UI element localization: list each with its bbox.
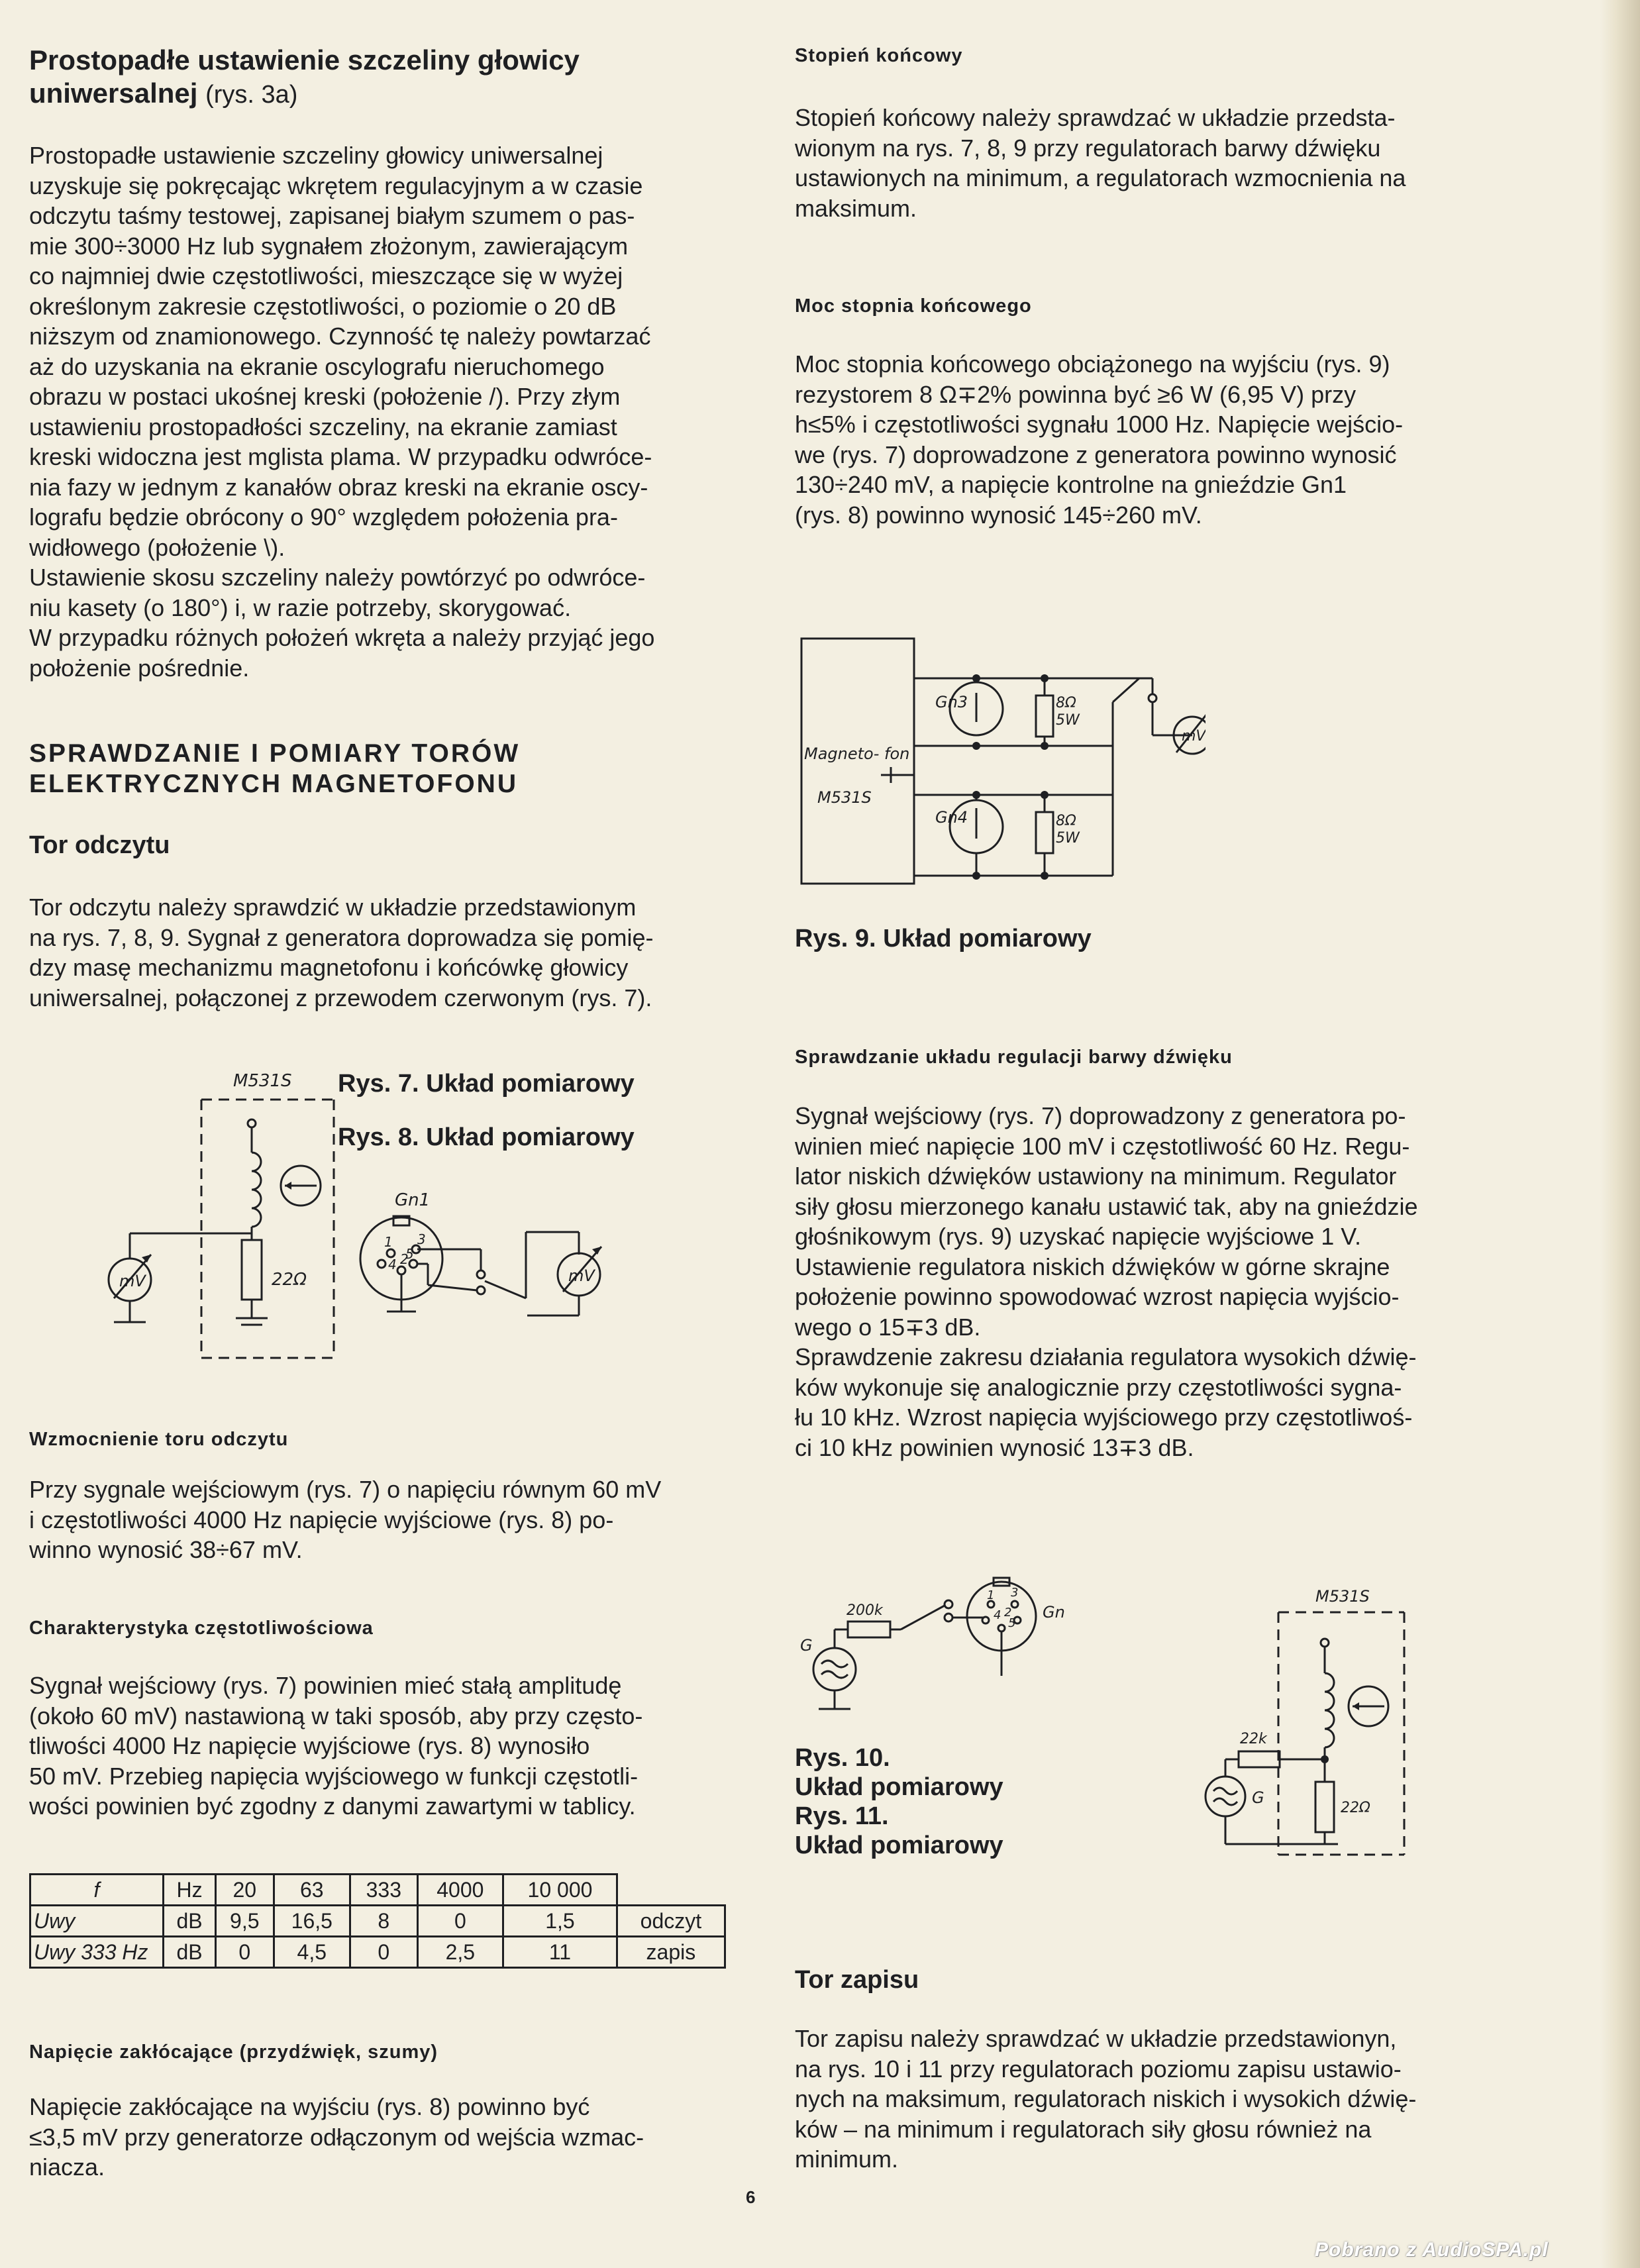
table-cell: odczyt [617,1906,725,1937]
section-title: Wzmocnienie toru odczytu [29,1429,289,1450]
pin-5: 5 [1008,1616,1016,1630]
text-line: ustawionych na minimum, a regulatorach wzmocnienia na [795,164,1406,191]
paragraph-power [795,349,1504,530]
meter-label: mV [568,1266,595,1285]
text-line: Ustawienie regulatora niskich dźwięków w górne skrajne [795,1253,1390,1280]
pin-5: 5 [405,1246,414,1262]
section-title: Charakterystyka częstotliwościowa [29,1618,374,1639]
figure-10-diagram [795,1563,1126,1729]
table-cell: dB [164,1937,216,1968]
table-cell: f [30,1875,164,1906]
text-line: niu kasety (o 180°) i, w razie potrzeby, skorygować. [29,593,572,621]
table-cell: 9,5 [216,1906,274,1937]
section-heading-electrical [29,739,731,799]
resistor-label: 22k [1240,1731,1267,1747]
section-title-gain [29,1427,288,1451]
text-line: Stopień końcowy należy sprawdzać w układzie przedsta- [795,104,1396,131]
fig10-caption-text: Układ pomiarowy [795,1773,1003,1801]
text-line: Sygnał wejściowy (rys. 7) doprowadzony z generatora po- [795,1102,1406,1129]
text-line: nia fazy w jednym z kanałów obraz kreski na ekranie oscy- [29,473,648,501]
device-label: M531S [1315,1587,1370,1606]
text-line: winien mieć napięcie 100 mV i częstotliwość 60 Hz. Regu- [795,1132,1410,1160]
text-line: ków – na minimum i regulatorach siły głosu również na [795,2115,1372,2143]
table-cell: 2,5 [417,1937,503,1968]
text-line: położenie pośrednie. [29,654,250,682]
table-cell: Hz [164,1875,216,1906]
table-row [30,1906,725,1937]
text-line: niacza. [29,2153,105,2181]
text-line: we (rys. 7) doprowadzone z generatora powinno wynosić [795,440,1397,468]
table-cell: 4,5 [274,1937,350,1968]
text-line: Prostopadłe ustawienie szczeliny głowicy uniwersalnej [29,142,603,169]
socket-label: Gn1 [395,1192,431,1210]
text-line: Sygnał wejściowy (rys. 7) powinien mieć stałą amplitudę [29,1672,622,1699]
section-title-power [795,294,1032,318]
text-line: minimum. [795,2145,899,2173]
text-line: ustawieniu prostopadłości szczeliny, na ekranie zamiast [29,413,617,440]
text-line: siły głosu mierzonego kanału ustawić tak, aby na gnieździe [795,1192,1418,1220]
power-label: 5W [1056,712,1080,729]
text-line: na rys. 10 i 11 przy regulatorach poziomu zapisu ustawio- [795,2055,1402,2083]
power-label: 5W [1056,830,1080,847]
table-cell: dB [164,1906,216,1937]
pin-4: 4 [994,1608,1001,1622]
text-line: wego o 15∓3 dB. [795,1313,981,1341]
socket-label: Gn [1043,1603,1065,1622]
paragraph-head-gap [29,140,731,683]
text-line: wości powinien być zgodny z danymi zawartymi w tablicy. [29,1792,636,1820]
text-line: określonym zakresie częstotliwości, o poziomie o 20 dB [29,292,617,320]
table-row [30,1875,725,1906]
table-cell: zapis [617,1937,725,1968]
pin-1: 1 [384,1234,393,1250]
subheading-write-path [795,1965,919,1995]
figure-9-diagram [795,629,1205,894]
table-cell: 11 [503,1937,617,1968]
figure-11-diagram [1186,1583,1424,1868]
table-cell: 0 [350,1937,418,1968]
fig8-caption: Rys. 8. Układ pomiarowy [338,1123,635,1151]
resistor-label: 8Ω [1056,695,1076,711]
table-cell: 1,5 [503,1906,617,1937]
text-line: na rys. 7, 8, 9. Sygnał z generatora doprowadza się pomię- [29,923,654,951]
text-line: Tor zapisu należy sprawdzać w układzie przedstawionyn, [795,2025,1397,2052]
text-line: głośnikowym (rys. 9) uzyskać napięcie wyjściowe 1 V. [795,1223,1361,1250]
pin-2: 2 [400,1251,409,1267]
page-number: 6 [746,2187,756,2207]
table-cell: 8 [350,1906,418,1937]
text-line: co najmniej dwie częstotliwości, mieszczące się w wyżej [29,262,623,289]
fig7-caption: Rys. 7. Układ pomiarowy [338,1070,635,1098]
text-line: W przypadku różnych położeń wkręta a należy przyjąć jego [29,624,655,651]
device-label: Magneto- fon [804,745,910,763]
pin-3: 3 [417,1231,426,1247]
text-line: kreski widoczna jest mglista plama. W przypadku odwróce- [29,443,652,470]
meter-label: mV [119,1272,146,1290]
paragraph-write-path [795,2024,1504,2175]
pin-2: 2 [1004,1606,1012,1620]
section-heading: SPRAWDZANIE I POMIARY TORÓW ELEKTRYCZNYCH MAGNETOFONU [29,739,521,798]
table-cell: 0 [417,1906,503,1937]
fig9-caption: Rys. 9. Układ pomiarowy [795,925,1092,953]
pin-1: 1 [987,1588,995,1602]
section-title-freq [29,1616,374,1640]
paragraph-freq [29,1671,731,1822]
text-line: (rys. 8) powinno wynosić 145÷260 mV. [795,501,1202,529]
text-line: winno wynosić 38÷67 mV. [29,1536,303,1563]
subheading: Tor odczytu [29,831,170,859]
text-line: dzy masę mechanizmu magnetofonu i końcówkę głowicy [29,954,629,981]
text-line: lografu będzie obrócony o 90° względem położenia pra- [29,503,618,531]
table-cell: Uwy [30,1906,164,1937]
text-line: mie 300÷3000 Hz lub sygnałem złożonym, zawierającym [29,232,629,260]
text-line: 130÷240 mV, a napięcie kontrolne na gnieździe Gn1 [795,471,1347,498]
text-line: położenie powinno spowodować wzrost napięcia wyjścio- [795,1283,1400,1310]
table-cell: 0 [216,1937,274,1968]
frequency-table [29,1873,726,1969]
table-cell: 63 [274,1875,350,1906]
text-line: widłowego (położenie \). [29,533,285,561]
section-title: Stopień końcowy [795,45,963,66]
text-line: (około 60 mV) nastawioną w taki sposób, aby przy często- [29,1702,643,1729]
text-line: Ustawienie skosu szczeliny należy powtórzyć po odwróce- [29,564,646,591]
figure-7-diagram [62,1066,347,1371]
fig10-11-captions [795,1743,1003,1860]
section-title: Napięcie zakłócające (przydźwięk, szumy) [29,2041,438,2063]
pin-3: 3 [1011,1586,1019,1600]
text-line: Sprawdzenie zakresu działania regulatora wysokich dźwię- [795,1343,1417,1370]
section-title-head-gap [29,44,731,111]
text-line: niższym od znamionowego. Czynność tę należy powtarzać [29,323,651,350]
text-line: lator niskich dźwięków ustawiony na minimum. Regulator [795,1162,1397,1190]
generator-label: G [800,1636,813,1655]
resistor-label: 8Ω [1056,813,1076,829]
figure-8-diagram [327,1192,619,1351]
device-model: M531S [817,788,872,807]
text-line: uniwersalnej, połączonej z przewodem czerwonym (rys. 7). [29,984,652,1011]
section-title: Moc stopnia końcowego [795,295,1032,317]
text-line: Tor odczytu należy sprawdzić w układzie przedstawionym [29,894,637,921]
section-title: Sprawdzanie układu regulacji barwy dźwięku [795,1047,1233,1068]
fig11-caption-number: Rys. 11. [795,1802,889,1830]
paragraph-output-stage [795,103,1504,223]
text-line: aż do uzyskania na ekranie oscylografu nieruchomego [29,352,605,380]
socket-label: Gn4 [935,808,968,827]
text-line: odczytu taśmy testowej, zapisanej białym szumem o pas- [29,202,635,229]
paragraph-tone [795,1101,1504,1463]
table-cell: 4000 [417,1875,503,1906]
text-line: Moc stopnia końcowego obciążonego na wyjściu (rys. 9) [795,350,1390,378]
table-cell: 20 [216,1875,274,1906]
figure-ref: (rys. 3a) [205,81,298,109]
resistor-label: 22Ω [272,1270,307,1290]
resistor-label: 22Ω [1341,1800,1370,1816]
text-line: 50 mV. Przebieg napięcia wyjściowego w funkcji częstotli- [29,1762,639,1790]
pin-4: 4 [388,1257,397,1272]
text-line: uzyskuje się pokręcając wkrętem regulacyjnym a w czasie [29,172,643,199]
subheading-read-path [29,830,170,860]
fig10-caption-number: Rys. 10. [795,1744,890,1772]
table-cell: 16,5 [274,1906,350,1937]
text-line: tliwości 4000 Hz napięcie wyjściowe (rys. 8) wynosiło [29,1732,590,1759]
generator-label: G [1252,1788,1264,1807]
text-line: Przy sygnale wejściowym (rys. 7) o napięciu równym 60 mV [29,1476,662,1503]
paragraph-gain [29,1474,731,1565]
table-cell: Uwy 333 Hz [30,1937,164,1968]
paragraph-read-path [29,892,731,1013]
text-line: h≤5% i częstotliwości sygnału 1000 Hz. Napięcie wejścio- [795,411,1404,438]
section-title-output-stage [795,44,962,68]
table-cell [617,1875,725,1906]
text-line: i częstotliwości 4000 Hz napięcie wyjściowe (rys. 8) po- [29,1506,614,1533]
table-row [30,1937,725,1968]
text-line: ków wykonuje się analogicznie przy częstotliwości sygna- [795,1373,1402,1401]
section-title-noise [29,2040,438,2064]
subheading: Tor zapisu [795,1966,919,1994]
socket-label: Gn3 [935,693,968,711]
device-label: M531S [233,1071,292,1091]
text-line: obrazu w postaci ukośnej kreski (położenie /). Przy złym [29,383,621,410]
page-edge [1600,0,1640,2268]
text-line: ci 10 kHz powinien wynosić 13∓3 dB. [795,1433,1194,1461]
text-line: ≤3,5 mV przy generatorze odłączonym od wejścia wzmac- [29,2123,644,2151]
text-line: wionym na rys. 7, 8, 9 przy regulatorach barwy dźwięku [795,134,1381,162]
watermark: Pobrano z AudioSPA.pl [1315,2239,1549,2261]
table-cell: 333 [350,1875,418,1906]
section-title-tone [795,1045,1233,1069]
paragraph-noise [29,2092,731,2183]
meter-label: mV [1182,728,1205,745]
section-title: Prostopadłe ustawienie szczeliny głowicy uniwersalnej [29,44,580,109]
text-line: nych na maksimum, regulatorach niskich i wysokich dźwię- [795,2085,1417,2112]
resistor-label: 200k [846,1602,883,1619]
text-line: maksimum. [795,194,917,222]
text-line: Napięcie zakłócające na wyjściu (rys. 8) powinno być [29,2093,590,2120]
table-cell: 10 000 [503,1875,617,1906]
text-line: łu 10 kHz. Wzrost napięcia wyjściowego przy częstotliwoś- [795,1404,1413,1431]
text-line: rezystorem 8 Ω∓2% powinna być ≥6 W (6,95 V) przy [795,380,1357,408]
fig11-caption-text: Układ pomiarowy [795,1831,1003,1859]
